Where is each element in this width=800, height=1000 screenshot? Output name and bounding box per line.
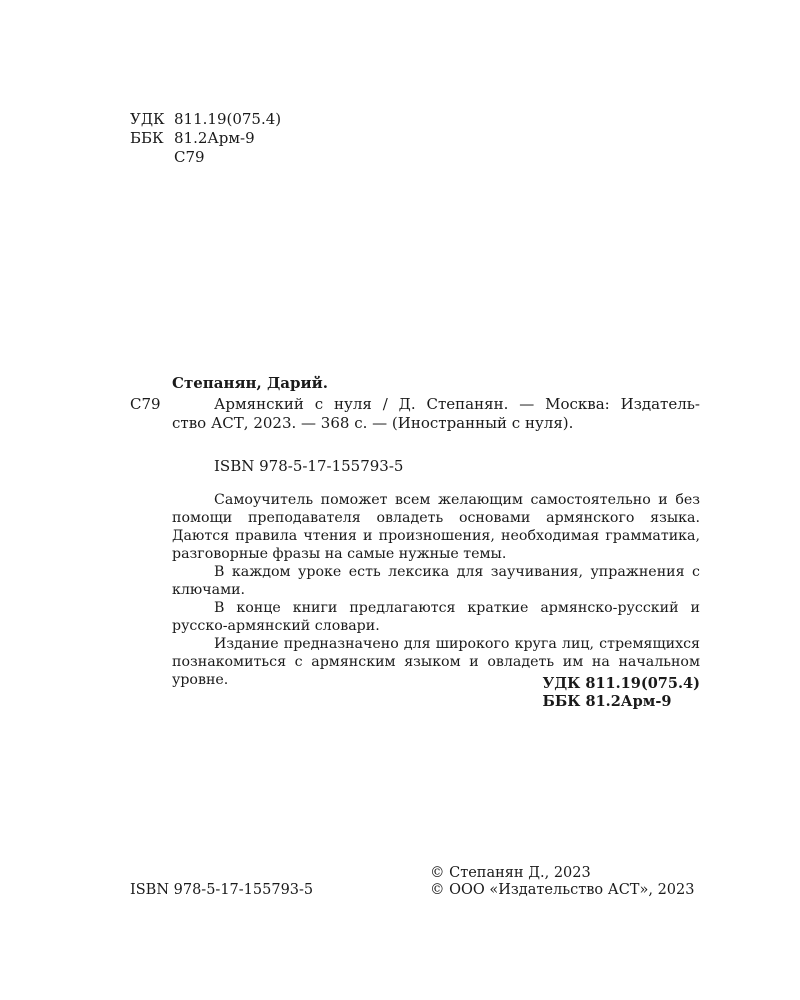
- author-mark-row: [130, 148, 205, 166]
- annotation-paragraph: В каждом уроке есть лексика для заучивания, упражнения с ключами.: [172, 564, 700, 598]
- annotation-paragraph: Самоучитель поможет всем желающим самостоятельно и без помощи преподавателя овладеть основами армянского языка. Даются правила чтения и произношения, необходимая грамматика, разговорные фразы на самые нужные темы.: [172, 492, 700, 562]
- footer-isbn: ISBN 978-5-17-155793-5: [130, 882, 314, 898]
- annotation: [172, 491, 700, 689]
- card-author: Степанян, Дарий.: [172, 374, 328, 392]
- classification-codes: [542, 675, 700, 711]
- bbk-code: ББК 81.2Арм-9: [542, 693, 672, 710]
- annotation-paragraph: Издание предназначено для широкого круга лиц, стремящихся познакомиться с армянским языком и овладеть им на начальном уровне.: [172, 636, 700, 688]
- annotation-paragraph: В конце книги предлагаются краткие армянско-русский и русско-армянский словари.: [172, 600, 700, 634]
- bibliographic-description: [172, 395, 700, 433]
- bbk-label: ББК: [130, 129, 164, 147]
- bib-line-2: ство АСТ, 2023. — 368 с. — (Иностранный с нуля).: [172, 414, 574, 432]
- card-author-mark: С79: [130, 395, 161, 413]
- bbk-value: 81.2Арм-9: [174, 129, 255, 147]
- bbk-row: [130, 129, 255, 147]
- copyright-publisher: © ООО «Издательство АСТ», 2023: [430, 882, 695, 898]
- udk-row: [130, 110, 281, 128]
- udk-label: УДК: [130, 110, 165, 128]
- author-mark: С79: [174, 148, 205, 166]
- udk-value: 811.19(075.4): [174, 110, 282, 128]
- udk-code: УДК 811.19(075.4): [542, 675, 700, 692]
- bib-line-1: Армянский с нуля / Д. Степанян. — Москва: Издатель-: [214, 395, 700, 413]
- card-isbn: ISBN 978-5-17-155793-5: [214, 457, 404, 475]
- copyright-author: © Степанян Д., 2023: [430, 865, 591, 881]
